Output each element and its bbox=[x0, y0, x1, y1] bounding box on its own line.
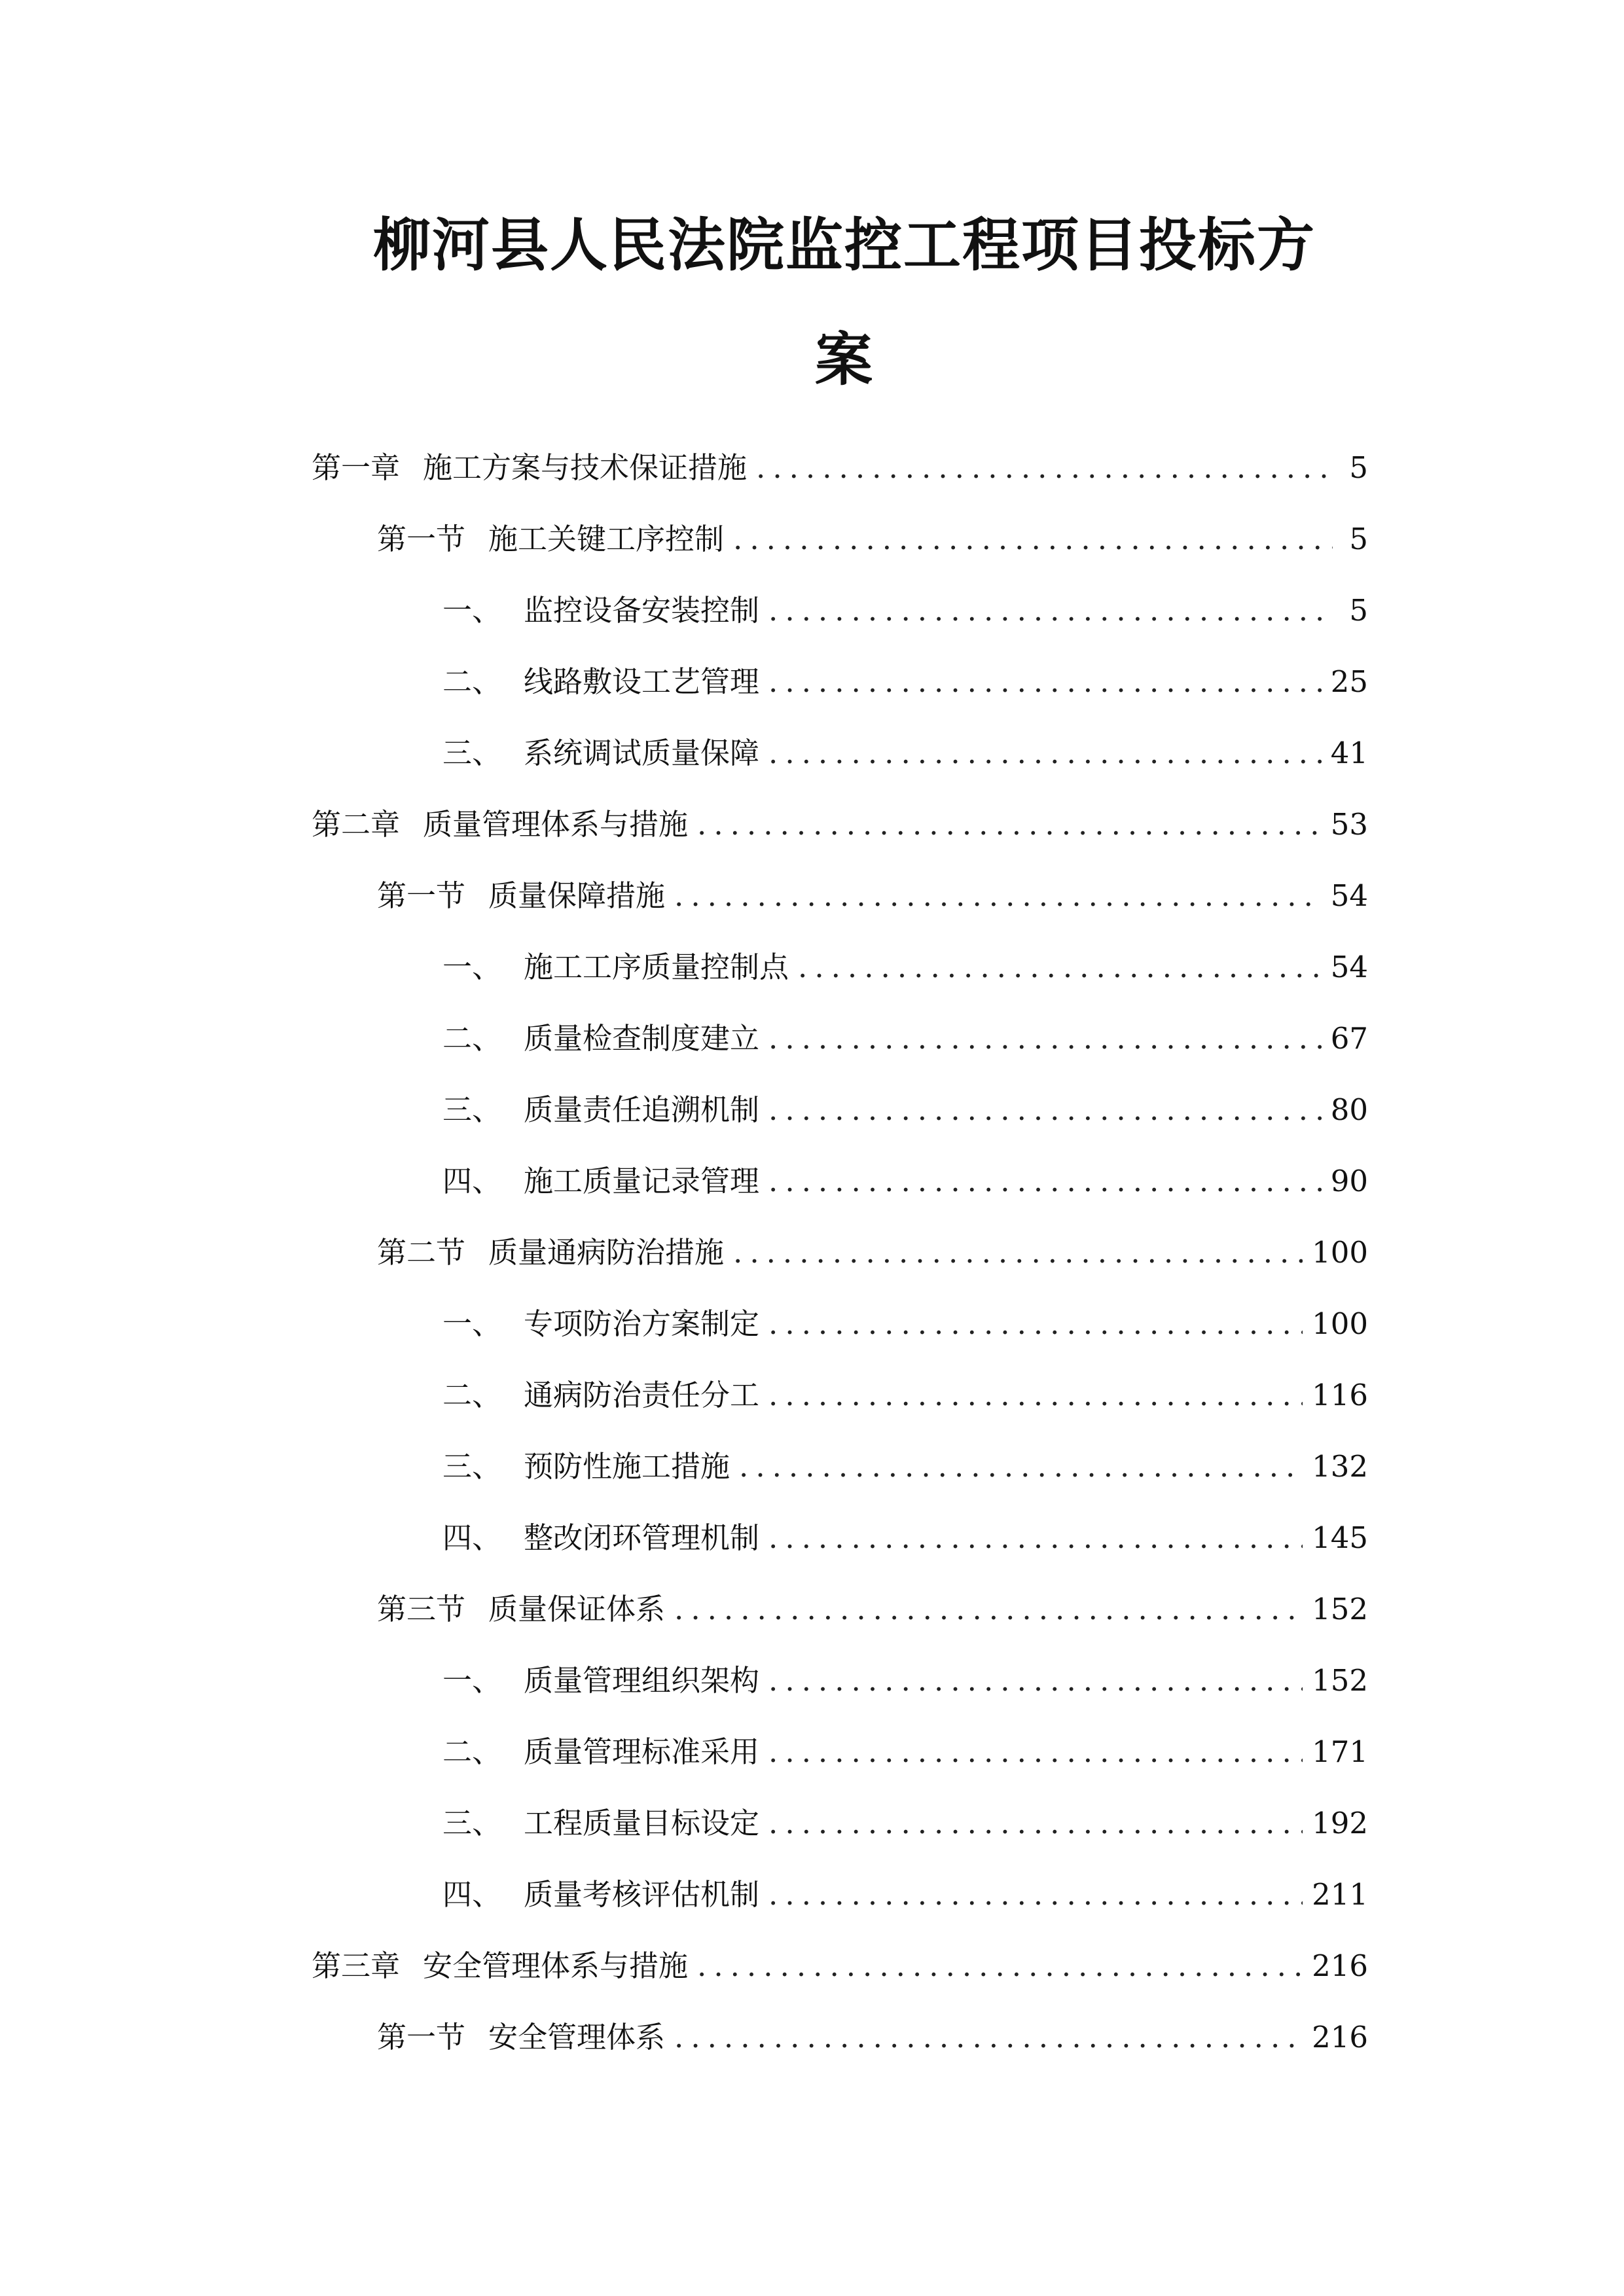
toc-dot-leader bbox=[674, 1587, 1303, 1632]
toc-entry-page-number: 211 bbox=[1312, 1877, 1368, 1912]
toc-entry-page-number: 53 bbox=[1330, 807, 1368, 842]
toc-entry-number: 二、 bbox=[442, 1378, 502, 1412]
toc-entry[interactable] bbox=[442, 1872, 1368, 1918]
toc-entry-number: 三、 bbox=[442, 1806, 502, 1840]
toc-entry-title: 整改闭环管理机制 bbox=[524, 1520, 760, 1555]
toc-dot-leader bbox=[697, 1943, 1303, 1989]
toc-dot-leader bbox=[768, 1301, 1303, 1347]
toc-entry-number: 二、 bbox=[442, 1734, 502, 1769]
toc-dot-leader bbox=[674, 873, 1322, 919]
toc-dot-leader bbox=[768, 659, 1322, 705]
toc-dot-leader bbox=[768, 1729, 1303, 1775]
toc-dot-leader bbox=[733, 1230, 1303, 1276]
toc-entry-title: 质量管理组织架构 bbox=[524, 1663, 760, 1698]
toc-entry-page-number: 41 bbox=[1330, 736, 1368, 770]
toc-entry[interactable] bbox=[377, 516, 1368, 562]
toc-dot-leader bbox=[768, 1872, 1303, 1918]
toc-entry-page-number: 5 bbox=[1349, 450, 1368, 485]
toc-entry[interactable] bbox=[312, 802, 1368, 848]
toc-entry-title: 安全管理体系 bbox=[488, 2020, 666, 2054]
toc-entry-number: 第三节 bbox=[377, 1592, 466, 1626]
toc-entry-title: 质量管理体系与措施 bbox=[423, 807, 689, 842]
toc-entry[interactable] bbox=[377, 1587, 1368, 1632]
toc-entry-page-number: 5 bbox=[1349, 593, 1368, 628]
toc-entry[interactable] bbox=[442, 1729, 1368, 1775]
toc-entry[interactable] bbox=[442, 1301, 1368, 1347]
toc-entry-page-number: 152 bbox=[1312, 1592, 1368, 1626]
toc-entry-title: 系统调试质量保障 bbox=[524, 736, 760, 770]
toc-entry[interactable] bbox=[377, 1230, 1368, 1276]
toc-entry-title: 线路敷设工艺管理 bbox=[524, 664, 760, 699]
toc-entry-page-number: 100 bbox=[1312, 1306, 1368, 1341]
toc-entry-number: 四、 bbox=[442, 1164, 502, 1198]
toc-entry-number: 三、 bbox=[442, 1092, 502, 1127]
toc-dot-leader bbox=[733, 516, 1333, 562]
toc-dot-leader bbox=[768, 1158, 1322, 1204]
toc-entry[interactable] bbox=[442, 944, 1368, 990]
toc-entry-number: 一、 bbox=[442, 950, 502, 984]
toc-dot-leader bbox=[697, 802, 1322, 848]
toc-entry-title: 预防性施工措施 bbox=[524, 1449, 731, 1484]
toc-entry[interactable] bbox=[442, 1515, 1368, 1561]
toc-dot-leader bbox=[768, 1801, 1303, 1846]
toc-entry-number: 二、 bbox=[442, 1021, 502, 1056]
toc-entry-number: 三、 bbox=[442, 1449, 502, 1484]
toc-entry[interactable] bbox=[377, 2015, 1368, 2060]
toc-entry-title: 施工关键工序控制 bbox=[488, 522, 725, 556]
toc-entry-title: 监控设备安装控制 bbox=[524, 593, 760, 628]
toc-entry-number: 四、 bbox=[442, 1877, 502, 1912]
toc-entry-page-number: 5 bbox=[1349, 522, 1368, 556]
toc-entry-number: 第一节 bbox=[377, 522, 466, 556]
toc-entry[interactable] bbox=[312, 445, 1368, 491]
toc-entry[interactable] bbox=[312, 1943, 1368, 1989]
toc-entry-page-number: 80 bbox=[1330, 1092, 1368, 1127]
toc-entry-page-number: 152 bbox=[1312, 1663, 1368, 1698]
toc-entry[interactable] bbox=[442, 588, 1368, 634]
toc-dot-leader bbox=[768, 1658, 1303, 1704]
toc-entry-number: 二、 bbox=[442, 664, 502, 699]
toc-entry-number: 第二章 bbox=[312, 807, 401, 842]
toc-entry-number: 一、 bbox=[442, 1306, 502, 1341]
toc-entry-number: 第三章 bbox=[312, 1948, 401, 1983]
toc-entry-title: 质量保证体系 bbox=[488, 1592, 666, 1626]
toc-entry-page-number: 216 bbox=[1312, 2020, 1368, 2054]
toc-entry-page-number: 116 bbox=[1312, 1378, 1368, 1412]
toc-entry[interactable] bbox=[442, 1444, 1368, 1490]
toc-entry-number: 一、 bbox=[442, 1663, 502, 1698]
toc-entry-title: 质量责任追溯机制 bbox=[524, 1092, 760, 1127]
toc-dot-leader bbox=[768, 1372, 1303, 1418]
toc-entry[interactable] bbox=[442, 1801, 1368, 1846]
toc-entry-title: 质量管理标准采用 bbox=[524, 1734, 760, 1769]
toc-entry-page-number: 132 bbox=[1312, 1449, 1368, 1484]
toc-entry-number: 第一节 bbox=[377, 2020, 466, 2054]
toc-entry[interactable] bbox=[442, 1372, 1368, 1418]
document-title-line-2: 案 bbox=[814, 325, 874, 393]
toc-dot-leader bbox=[768, 1087, 1322, 1133]
toc-entry-title: 施工质量记录管理 bbox=[524, 1164, 760, 1198]
toc-dot-leader bbox=[798, 944, 1322, 990]
toc-dot-leader bbox=[739, 1444, 1303, 1490]
toc-entry[interactable] bbox=[442, 1658, 1368, 1704]
toc-dot-leader bbox=[768, 588, 1333, 634]
toc-entry-page-number: 54 bbox=[1330, 878, 1368, 913]
toc-entry[interactable] bbox=[442, 1158, 1368, 1204]
toc-entry-page-number: 145 bbox=[1312, 1520, 1368, 1555]
toc-entry-number: 第一章 bbox=[312, 450, 401, 485]
toc-entry-title: 施工工序质量控制点 bbox=[524, 950, 789, 984]
toc-entry-title: 施工方案与技术保证措施 bbox=[423, 450, 748, 485]
toc-entry-title: 质量考核评估机制 bbox=[524, 1877, 760, 1912]
toc-dot-leader bbox=[768, 1016, 1322, 1062]
toc-entry-page-number: 171 bbox=[1312, 1734, 1368, 1769]
toc-entry-page-number: 216 bbox=[1312, 1948, 1368, 1983]
toc-dot-leader bbox=[768, 1515, 1303, 1561]
toc-entry-number: 第一节 bbox=[377, 878, 466, 913]
toc-entry-number: 第二节 bbox=[377, 1235, 466, 1270]
toc-entry[interactable] bbox=[442, 730, 1368, 776]
toc-entry[interactable] bbox=[442, 659, 1368, 705]
toc-dot-leader bbox=[768, 730, 1322, 776]
toc-entry-number: 一、 bbox=[442, 593, 502, 628]
toc-entry-title: 质量保障措施 bbox=[488, 878, 666, 913]
toc-entry-page-number: 54 bbox=[1330, 950, 1368, 984]
toc-entry-title: 质量通病防治措施 bbox=[488, 1235, 725, 1270]
toc-entry[interactable] bbox=[377, 873, 1368, 919]
toc-entry-page-number: 192 bbox=[1312, 1806, 1368, 1840]
toc-dot-leader bbox=[756, 445, 1333, 491]
toc-entry[interactable] bbox=[442, 1016, 1368, 1062]
document-title-line-1: 柳河县人民法院监控工程项目投标方 bbox=[372, 211, 1316, 279]
toc-entry-title: 通病防治责任分工 bbox=[524, 1378, 760, 1412]
toc-entry-title: 工程质量目标设定 bbox=[524, 1806, 760, 1840]
toc-entry[interactable] bbox=[442, 1087, 1368, 1133]
toc-entry-title: 质量检查制度建立 bbox=[524, 1021, 760, 1056]
toc-entry-page-number: 90 bbox=[1330, 1164, 1368, 1198]
toc-entry-title: 专项防治方案制定 bbox=[524, 1306, 760, 1341]
toc-entry-page-number: 67 bbox=[1330, 1021, 1368, 1056]
toc-entry-number: 三、 bbox=[442, 736, 502, 770]
toc-entry-title: 安全管理体系与措施 bbox=[423, 1948, 689, 1983]
toc-entry-page-number: 25 bbox=[1330, 664, 1368, 699]
toc-entry-number: 四、 bbox=[442, 1520, 502, 1555]
toc-dot-leader bbox=[674, 2015, 1303, 2060]
toc-entry-page-number: 100 bbox=[1312, 1235, 1368, 1270]
